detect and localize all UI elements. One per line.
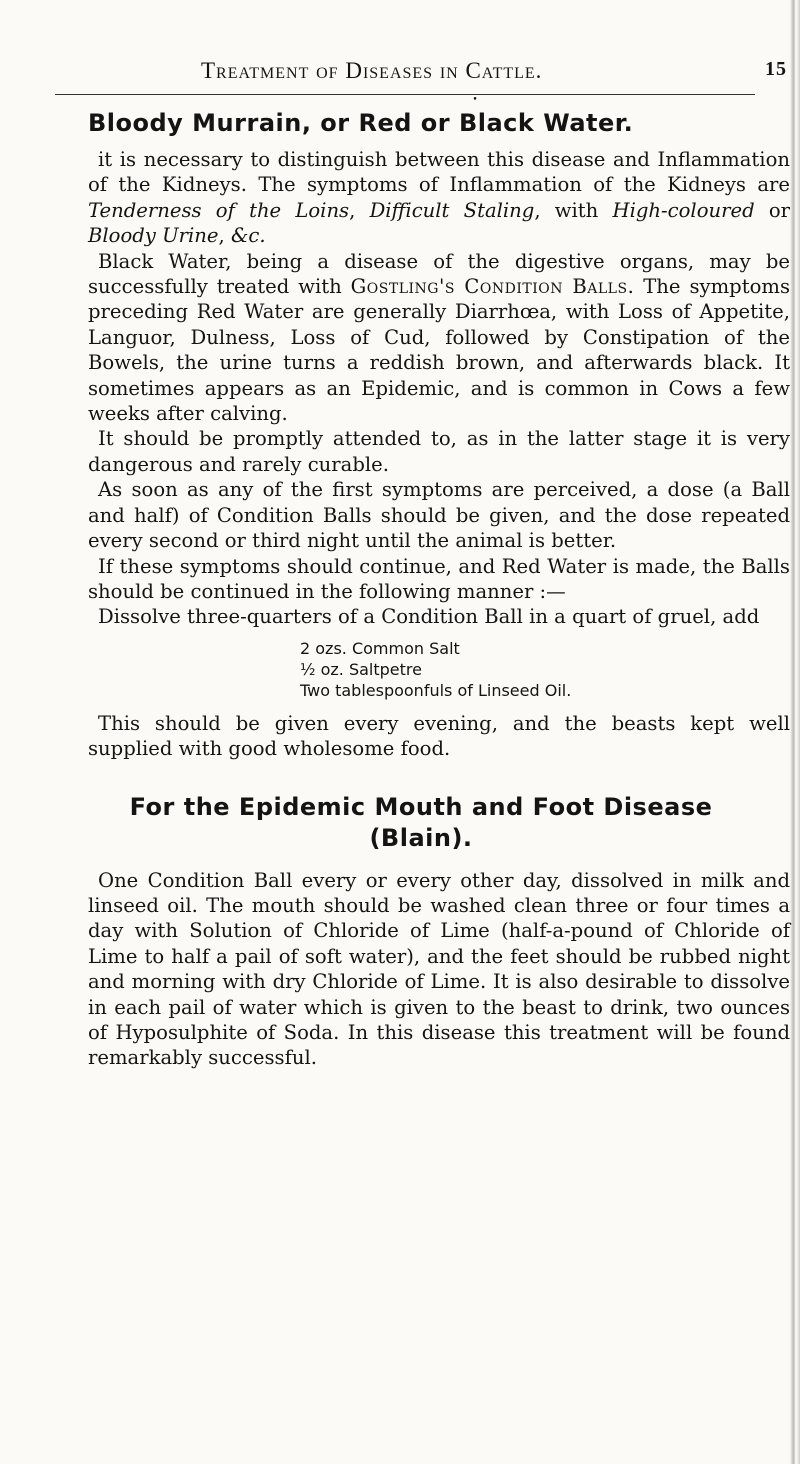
paragraph-mouth-foot-treatment: One Condition Ball every or every other day, dissolved in milk and linseed oil. The mouth should be washed clean three or four times a day with Solution of Chloride of Lime (half-a-pound of Chloride of Lime to half a pail of soft water), and the feet should be rubbed night and morning with dry Chloride of Lime. It is also desirable to dissolve in each pail of water which is given to the beast to drink, two ounces of Hyposulphite of Soda. In this disease this treatment will be found remarkably successful. [88, 868, 790, 1070]
paragraph-continue-balls: If these symptoms should continue, and Red Water is made, the Balls should be continued in the following manner :— [88, 554, 790, 603]
running-head [55, 58, 787, 88]
recipe-item: ½ oz. Saltpetre [300, 659, 422, 679]
paragraph-prompt-attention: It should be promptly attended to, as in the latter stage it is very dangerous and rarely curable. [88, 427, 790, 476]
page-edge-shadow [790, 0, 800, 1464]
book-page [55, 58, 791, 1071]
paragraph-evening: This should be given every evening, and the beasts kept well supplied with good wholesome food. [88, 711, 790, 761]
paragraph-kidneys: it is necessary to distinguish between this disease and Inflammation of the Kidneys. The symptoms of Inflammation of the Kidneys are Tenderness of the Loins, Difficult Staling, with High-coloured or Bloody Urine, &c. [88, 148, 790, 248]
header-rule [55, 94, 755, 95]
section-heading-mouth-foot: For the Epidemic Mouth and Foot Disease [129, 792, 713, 821]
recipe-list [300, 638, 787, 701]
paragraph-dissolve: Dissolve three-quarters of a Condition Ball in a quart of gruel, add [98, 605, 760, 629]
bullet-ornament: • [472, 95, 478, 105]
paragraph-black-water: Black Water, being a disease of the digestive organs, may be successfully treated with Gostling's Condition Balls. The symptoms preceding Red Water are generally Diarrhœa, with Loss of Appetite, Languor, Dulness, Loss of Cud, followed by Constipation of the Bowels, the urine turns a reddish brown, and afterwards black. It sometimes appears as an Epidemic, and is common in Cows a few weeks after calving. [88, 249, 791, 426]
recipe-item: 2 ozs. Common Salt [300, 638, 460, 658]
product-name: Gostling's Condition Balls. [350, 275, 635, 299]
section-heading-blain: (Blain). [369, 823, 473, 852]
page-number: 15 [765, 58, 787, 80]
recipe-item: Two tablespoonfuls of Linseed Oil. [300, 680, 572, 700]
paragraph-dosage: As soon as any of the first symptoms are perceived, a dose (a Ball and half) of Condition Balls should be given, and the dose repeated every second or third night until the animal is better. [88, 478, 790, 553]
running-head-title: Treatment of Diseases in Cattle. [201, 58, 543, 83]
section-heading-bloody-murrain: Bloody Murrain, or Red or Black Water. [88, 109, 634, 137]
